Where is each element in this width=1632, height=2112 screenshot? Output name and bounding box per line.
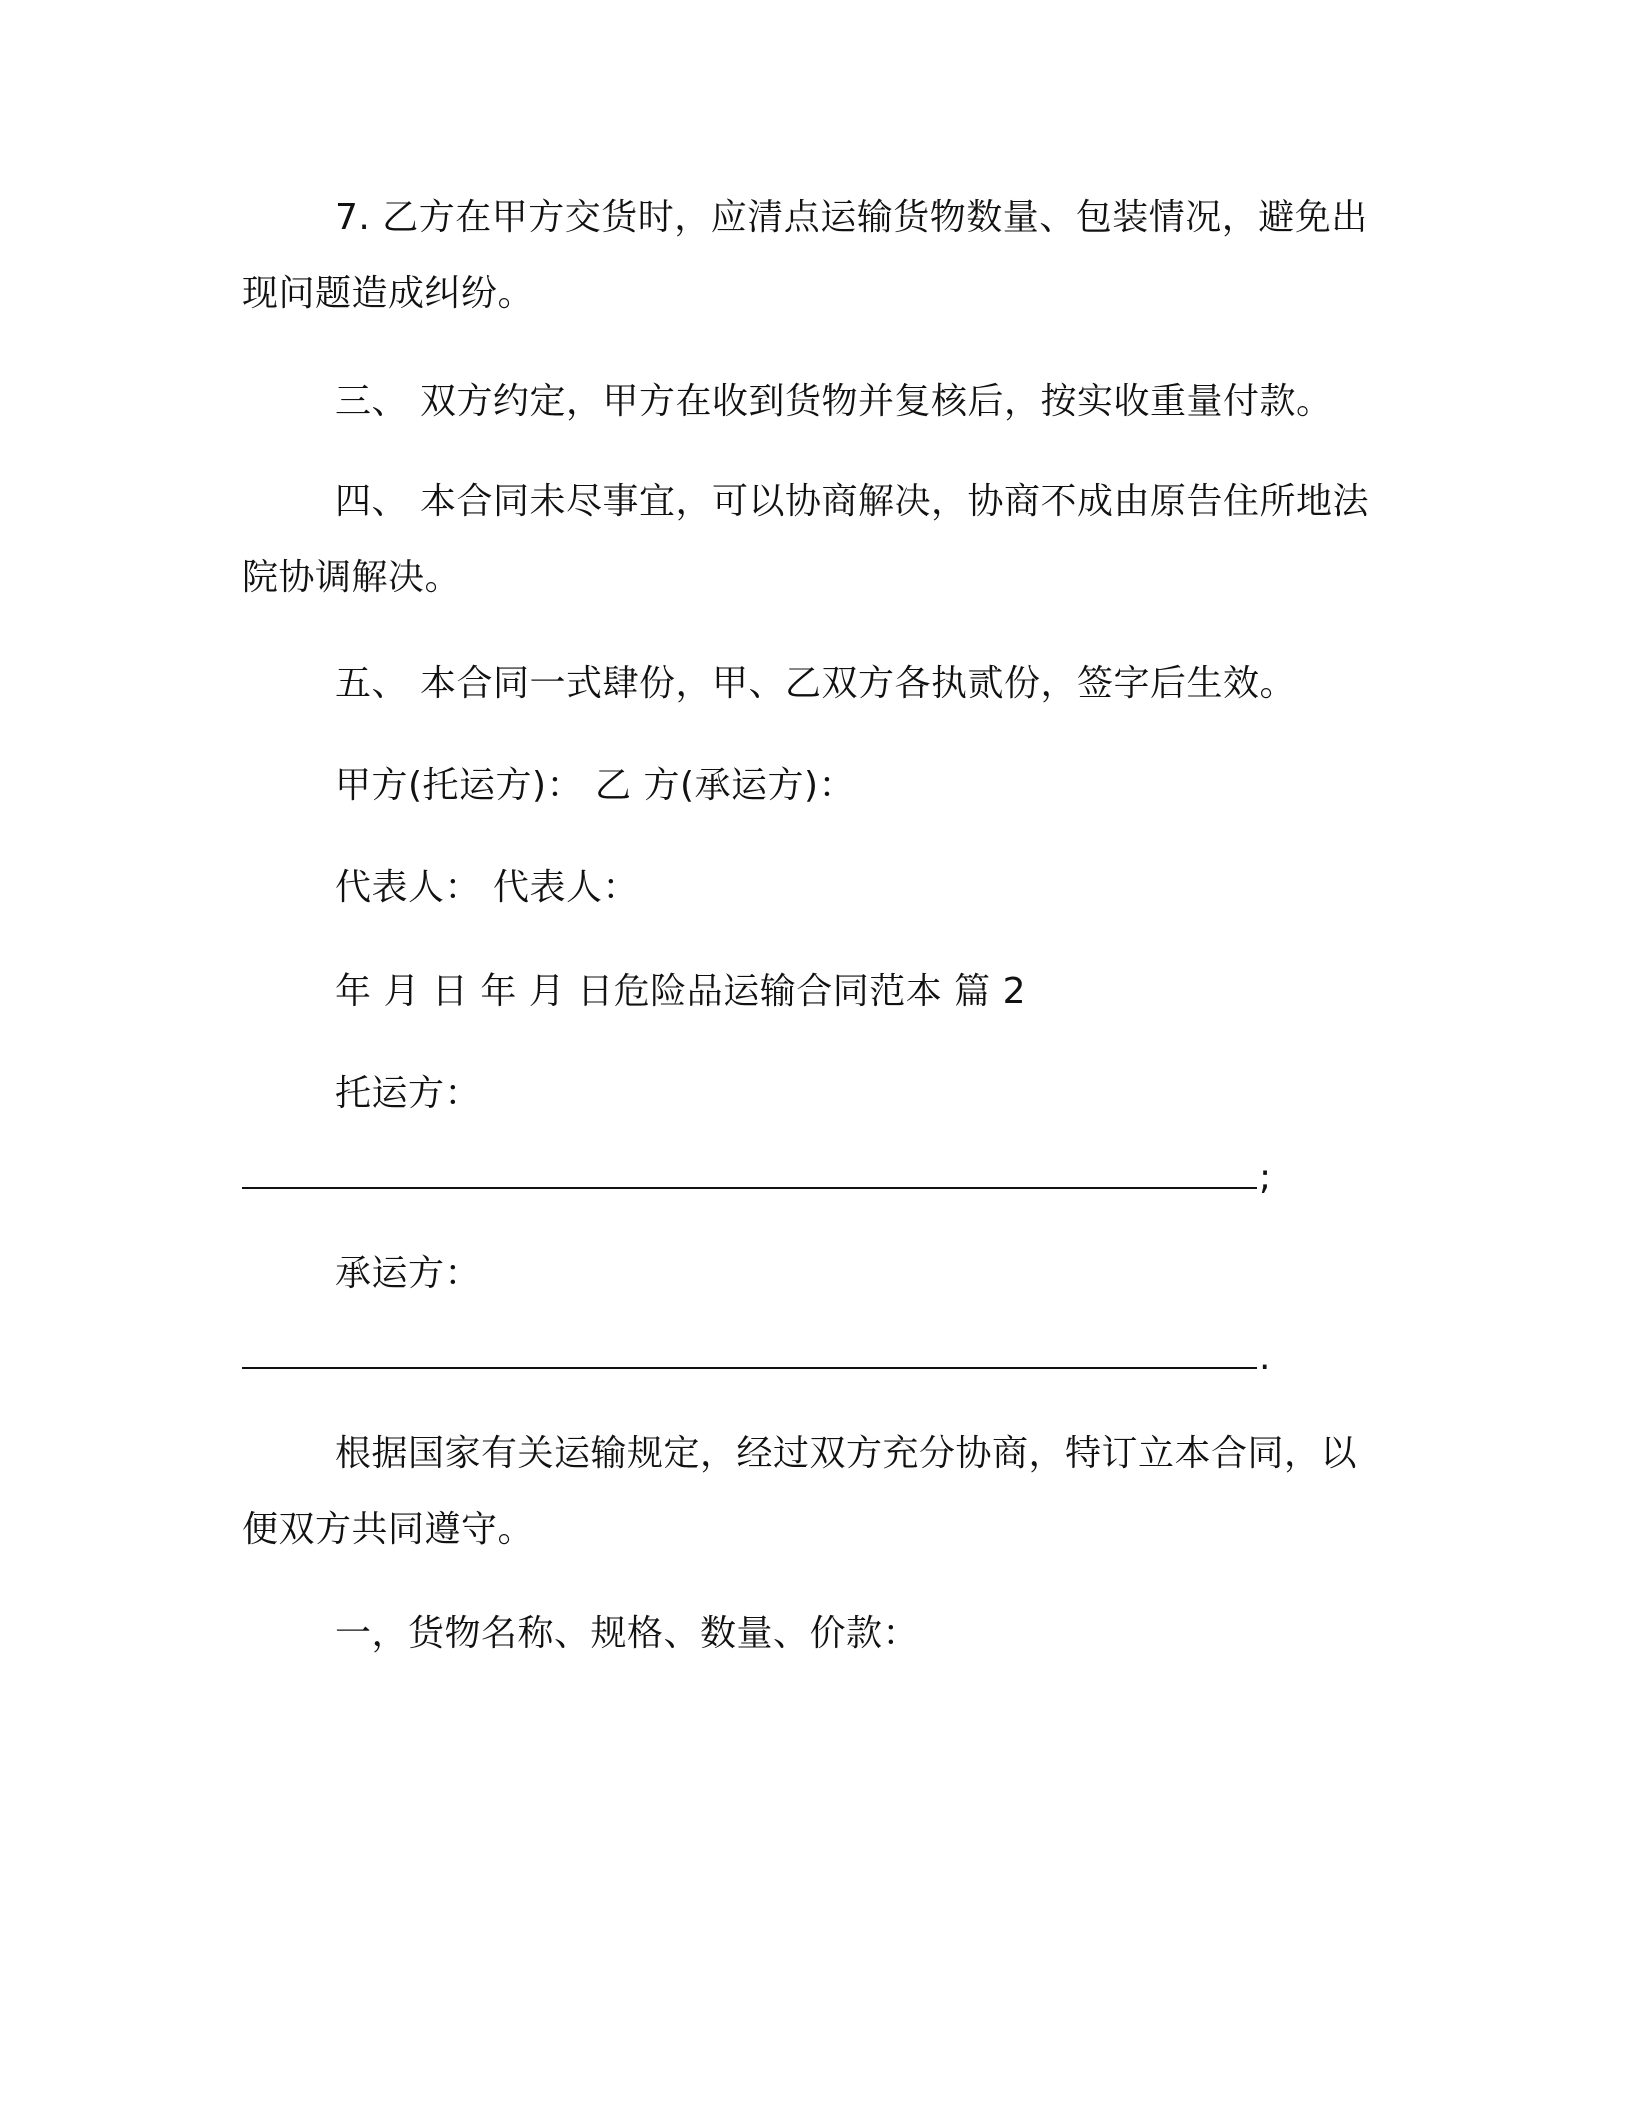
section-1-heading: 一，货物名称、规格、数量、价款： (335, 1613, 920, 1654)
shipper-blank-line (242, 1157, 1272, 1198)
shipper-blank-end: ; (1259, 1157, 1272, 1198)
carrier-underline (242, 1366, 1257, 1369)
carrier-blank-end: . (1259, 1337, 1271, 1378)
representatives-line: 代表人： 代表人： (335, 867, 639, 908)
carrier-label: 承运方： (335, 1253, 482, 1294)
clause-5: 五、 本合同一式肆份，甲、乙双方各执贰份，签字后生效。 (335, 663, 1296, 704)
shipper-underline (242, 1186, 1257, 1189)
clause-7-line2: 现问题造成纠纷。 (242, 273, 535, 314)
carrier-blank-line (242, 1337, 1271, 1378)
clause-3: 三、 双方约定，甲方在收到货物并复核后，按实收重量付款。 (335, 381, 1333, 422)
dates-and-title: 年 月 日 年 月 日危险品运输合同范本 篇 2 (335, 971, 1027, 1012)
shipper-label: 托运方： (335, 1073, 482, 1114)
clause-4-line1: 四、 本合同未尽事宜，可以协商解决，协商不成由原告住所地法 (335, 481, 1369, 522)
parties-line: 甲方(托运方)： 乙 方(承运方)： (335, 765, 856, 806)
preamble-line1: 根据国家有关运输规定，经过双方充分协商，特订立本合同，以 (335, 1433, 1358, 1474)
clause-7-line1: 7. 乙方在甲方交货时，应清点运输货物数量、包装情况，避免出 (335, 197, 1368, 238)
preamble-line2: 便双方共同遵守。 (242, 1509, 535, 1550)
clause-4-line2: 院协调解决。 (242, 557, 462, 598)
